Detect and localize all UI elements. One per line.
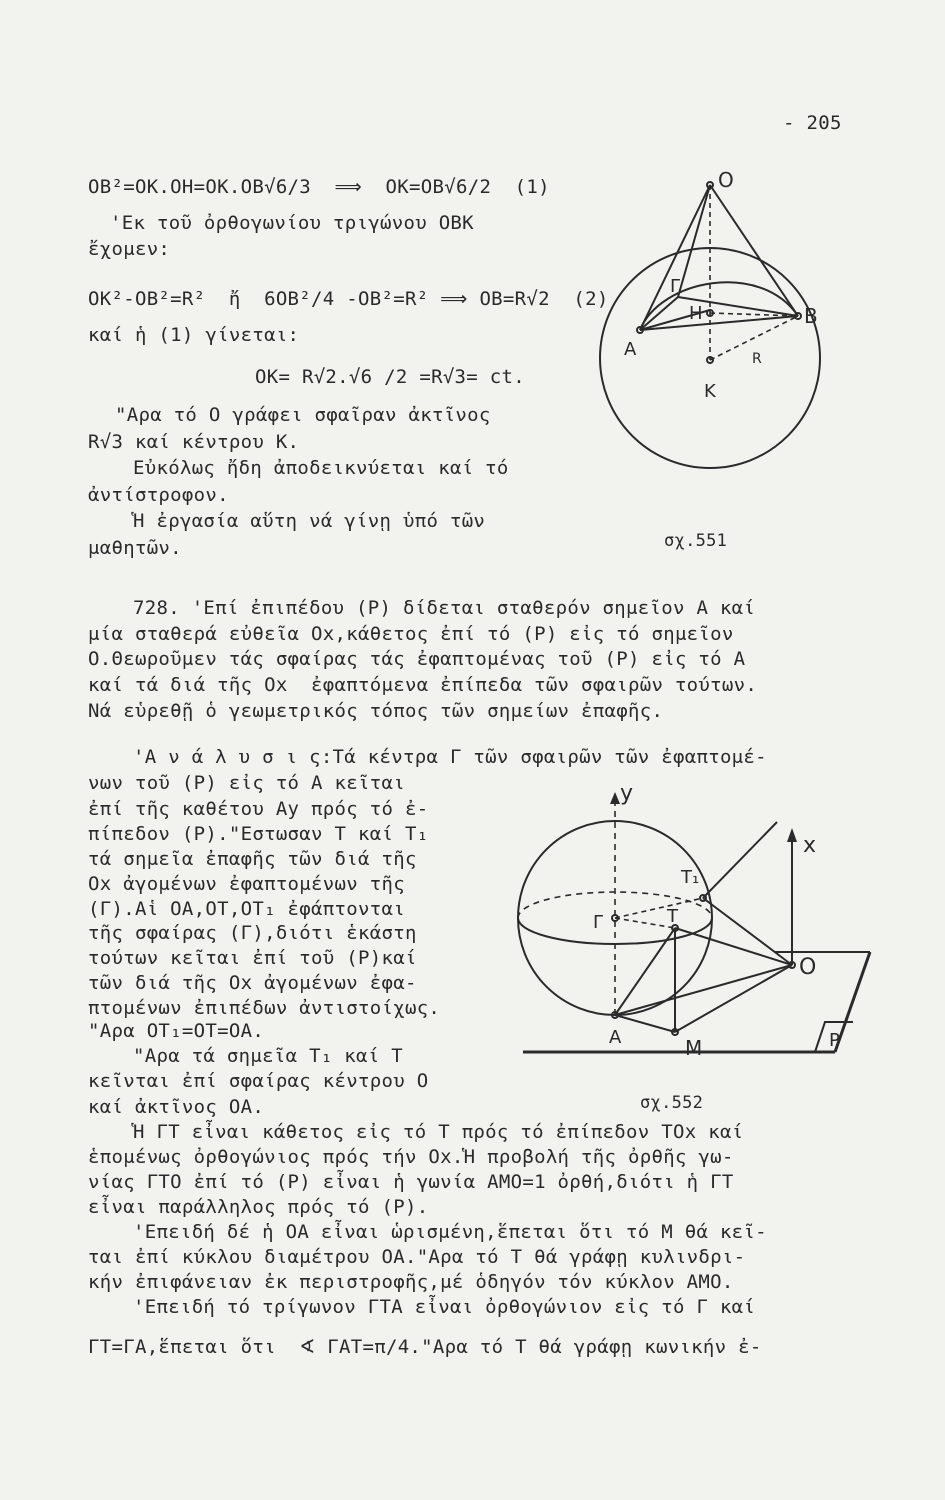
text-line: ἔχομεν:: [88, 238, 171, 260]
label-gamma: Γ: [593, 912, 604, 933]
text-line: 'Εκ τοῦ ὀρθογωνίου τριγώνου OBK: [110, 212, 474, 234]
text-line: ἑπομένως ὀρθογώνιος πρός τήν Ox.Ἡ προβολή τῆς ὀρθῆς γω-: [88, 1146, 734, 1168]
text-line: καί ἀκτῖνος OA.: [88, 1096, 265, 1118]
label-p: P: [829, 1030, 840, 1051]
text-line: μαθητῶν.: [88, 537, 182, 559]
text-line: OB²=OK.OH=OK.OB√6/3 ⟹ OK=OB√6/2 (1): [88, 176, 550, 198]
text-line: νων τοῦ (P) εἰς τό A κεῖται: [88, 772, 405, 794]
label-m: M: [685, 1036, 703, 1060]
text-line: O.Θεωροῦμεν τάς σφαίρας τάς ἐφαπτομένας τοῦ (P) εἰς τό A: [88, 648, 746, 670]
text-line: μία σταθερά εὐθεῖα Ox,κάθετος ἐπί τό (P) εἰς τό σημεῖον: [88, 623, 734, 645]
text-line: Νά εὑρεθῇ ὁ γεωμετρικός τόπος τῶν σημείων ἐπαφῆς.: [88, 700, 664, 722]
text-line: Ἡ ἐργασία αὕτη νά γίνῃ ὑπό τῶν: [133, 510, 486, 532]
figure-552: [515, 770, 885, 1060]
label-o: O: [799, 955, 817, 980]
label-r: R: [752, 351, 762, 367]
page-number: - 205: [783, 112, 842, 134]
text-line: "Αρα τό O γράφει σφαῖραν ἀκτῖνος: [115, 404, 491, 426]
text-line: πτομένων ἐπιπέδων ἀντιστοίχως.: [88, 997, 441, 1019]
label-y: y: [620, 781, 634, 806]
label-k: K: [704, 381, 716, 402]
text-line: (Γ).Αἱ OA,OT,OT₁ ἐφάπτονται: [88, 898, 405, 920]
text-line: ἐπί τῆς καθέτου Ay πρός τό ἐ-: [88, 798, 429, 820]
text-line: ται ἐπί κύκλου διαμέτρου OA."Αρα τό T θά γράφῃ κυλινδρι-: [88, 1246, 746, 1268]
text-line: τῶν διά τῆς Ox ἀγομένων ἐφα-: [88, 972, 417, 994]
label-x: x: [803, 833, 817, 858]
label-o: O: [718, 168, 734, 192]
label-h: H: [689, 303, 703, 324]
text-line: 'Επειδή δέ ἡ OA εἶναι ὡρισμένη,ἕπεται ὅτι τό M θά κεῖ-: [133, 1221, 767, 1243]
label-t: T: [667, 906, 678, 927]
text-line: OK= R√2.√6 /2 =R√3= ct.: [255, 366, 525, 388]
text-line: τούτων κεῖται ἐπί τοῦ (P)καί: [88, 947, 417, 969]
label-a: A: [609, 1027, 622, 1048]
text-line: καί ἡ (1) γίνεται:: [88, 324, 300, 346]
text-line: τά σημεῖα ἐπαφῆς τῶν διά τῆς: [88, 848, 417, 870]
text-line: νίας ΓTO ἐπί τό (P) εἶναι ἡ γωνία AMO=1 ὀρθή,διότι ἡ ΓT: [88, 1171, 734, 1193]
text-line: 728. 'Επί ἐπιπέδου (P) δίδεται σταθερόν σημεῖον A καί: [133, 597, 756, 619]
text-line: 'Α ν ά λ υ σ ι ς:Τά κέντρα Γ τῶν σφαιρῶν τῶν ἐφαπτομέ-: [133, 746, 767, 768]
text-line: εἶναι παράλληλος πρός τό (P).: [88, 1196, 429, 1218]
label-a: A: [624, 339, 637, 360]
text-line: 'Επειδή τό τρίγωνον ΓTA εἶναι ὀρθογώνιον εἰς τό Γ καί: [133, 1296, 756, 1318]
text-line: πίπεδον (P)."Εστωσαν T καί T₁: [88, 823, 429, 845]
text-line: R√3 καί κέντρου K.: [88, 431, 300, 453]
text-line: Εὐκόλως ἤδη ἀποδεικνύεται καί τό: [133, 457, 509, 479]
text-line: "Αρα τά σημεῖα T₁ καί T: [133, 1045, 403, 1067]
text-line: τῆς σφαίρας (Γ),διότι ἑκάστη: [88, 922, 417, 944]
text-line: Ἡ ΓT εἶναι κάθετος εἰς τό T πρός τό ἐπίπεδον TOx καί: [133, 1121, 744, 1143]
text-line: κήν ἐπιφάνειαν ἐκ περιστροφῆς,μέ ὁδηγόν τόν κύκλον AMO.: [88, 1271, 734, 1293]
text-line: "Αρα OT₁=OT=OA.: [88, 1020, 265, 1042]
label-t1: T₁: [681, 867, 700, 888]
figure-551-caption: σχ.551: [664, 531, 728, 551]
text-line: κεῖνται ἐπί σφαίρας κέντρου O: [88, 1070, 429, 1092]
label-b: B: [804, 304, 818, 328]
text-line: Ox ἀγομένων ἐφαπτομένων τῆς: [88, 873, 405, 895]
text-line: καί τά διά τῆς Ox ἐφαπτόμενα ἐπίπεδα τῶν σφαιρῶν τούτων.: [88, 674, 758, 696]
text-line: ΓT=ΓA,ἕπεται ὅτι ∢ ΓAT=π/4."Αρα τό T θά γράφῃ κωνικήν ἐ-: [88, 1336, 762, 1358]
label-gamma: Γ: [670, 276, 681, 297]
figure-552-caption: σχ.552: [640, 1093, 704, 1113]
text-line: OK²-OB²=R² ἤ 6OB²/4 -OB²=R² ⟹ OB=R√2 (2): [88, 288, 609, 310]
text-line: ἀντίστροφον.: [88, 484, 229, 506]
figure-551: [590, 165, 835, 495]
